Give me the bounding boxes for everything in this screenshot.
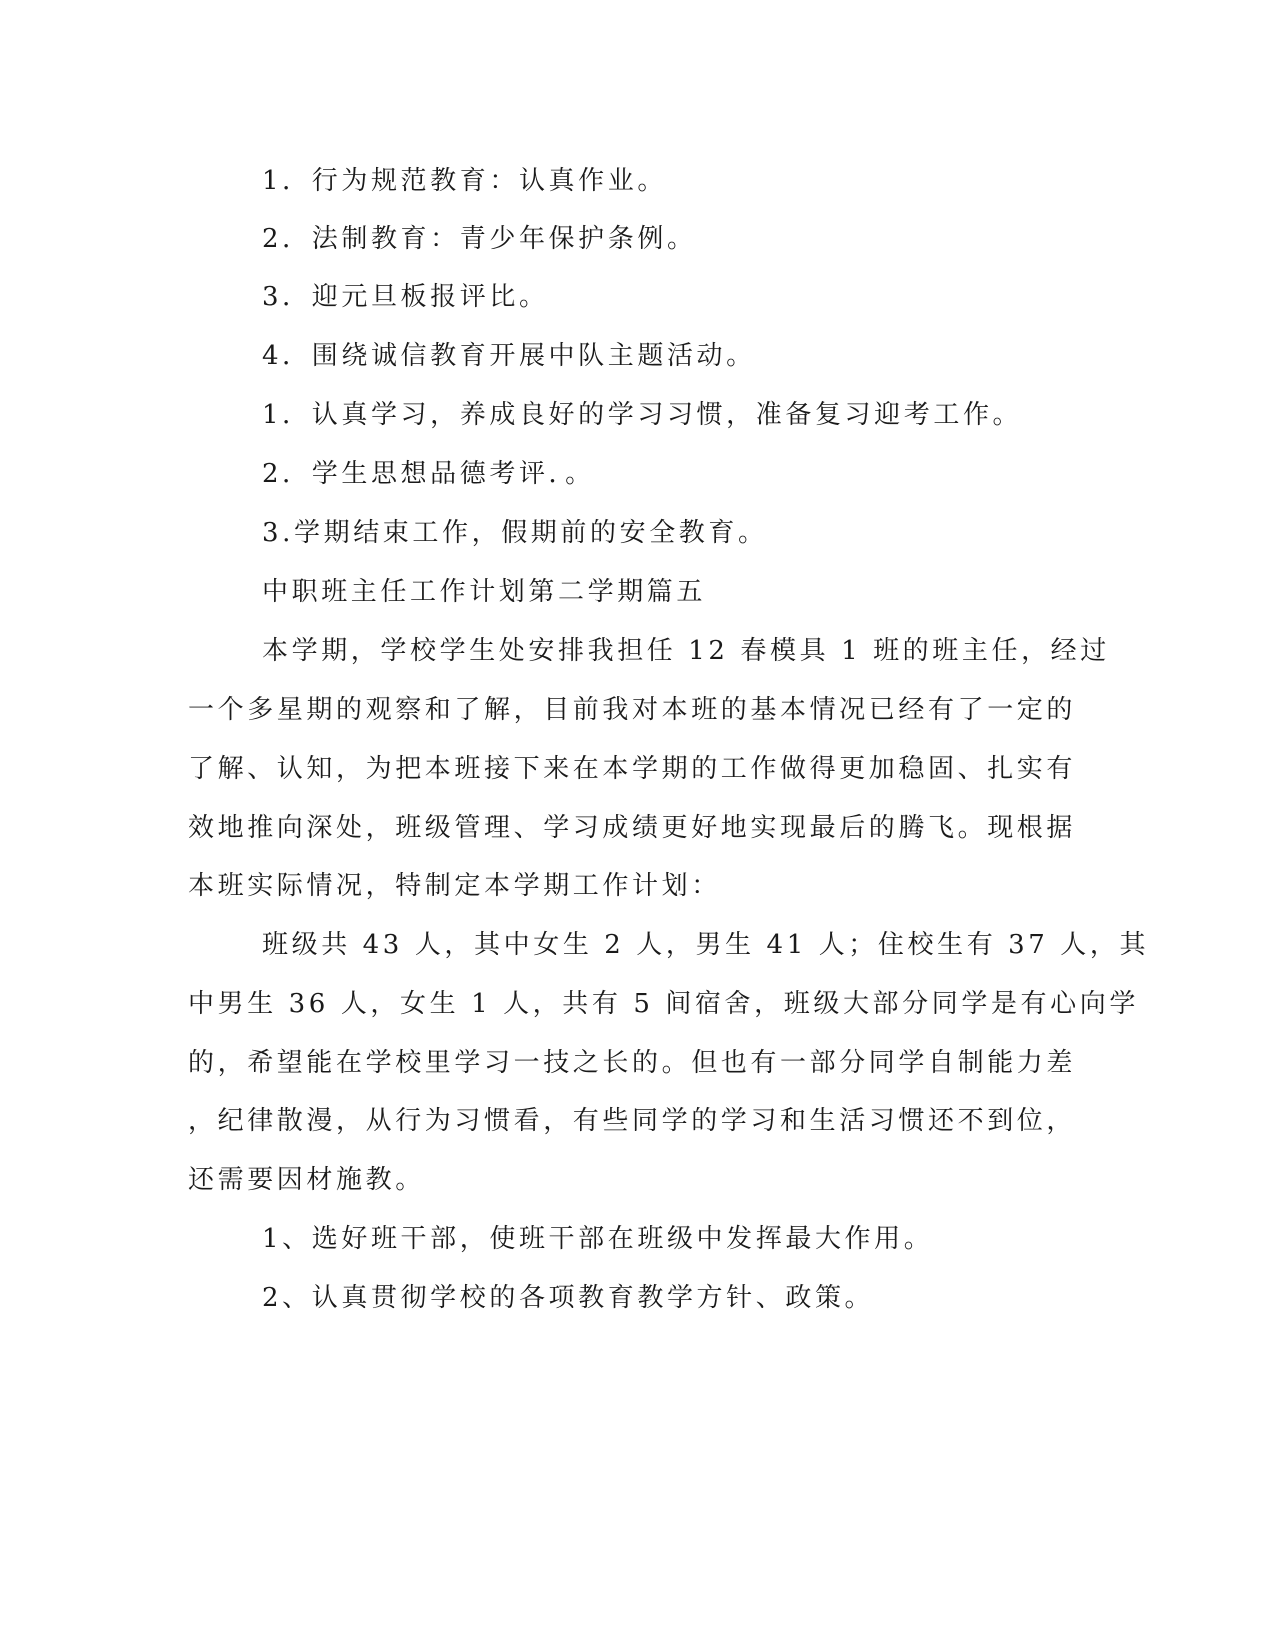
intro-line-1: 本学期，学校学生处安排我担任 12 春模具 1 班的班主任，经过 xyxy=(262,636,1110,666)
intro-line-5: 本班实际情况，特制定本学期工作计划： xyxy=(188,871,721,901)
list-a-item-2: 2．法制教育：青少年保护条例。 xyxy=(262,224,697,254)
intro-line-2: 一个多星期的观察和了解，目前我对本班的基本情况已经有了一定的 xyxy=(188,695,1077,725)
list-c-item-1: 1、选好班干部，使班干部在班级中发挥最大作用。 xyxy=(262,1224,934,1254)
class-line-5: 还需要因材施教。 xyxy=(188,1165,425,1195)
intro-line-4: 效地推向深处，班级管理、学习成绩更好地实现最后的腾飞。现根据 xyxy=(188,813,1077,843)
list-a-item-1: 1．行为规范教育：认真作业。 xyxy=(262,166,667,196)
list-a-item-4: 4．围绕诚信教育开展中队主题活动。 xyxy=(262,341,756,371)
list-b-item-3: 3.学期结束工作，假期前的安全教育。 xyxy=(262,518,768,548)
intro-line-3: 了解、认知，为把本班接下来在本学期的工作做得更加稳固、扎实有 xyxy=(188,754,1077,784)
class-line-3: 的，希望能在学校里学习一技之长的。但也有一部分同学自制能力差 xyxy=(188,1048,1077,1078)
class-line-4: ，纪律散漫，从行为习惯看，有些同学的学习和生活习惯还不到位， xyxy=(188,1106,1077,1136)
class-line-2: 中男生 36 人，女生 1 人，共有 5 间宿舍，班级大部分同学是有心向学 xyxy=(188,989,1139,1019)
list-a-item-3: 3．迎元旦板报评比。 xyxy=(262,282,549,312)
class-line-1: 班级共 43 人，其中女生 2 人，男生 41 人；住校生有 37 人，其 xyxy=(262,930,1150,960)
list-b-item-2: 2．学生思想品德考评．。 xyxy=(262,459,595,489)
section-title: 中职班主任工作计划第二学期篇五 xyxy=(262,577,707,607)
list-b-item-1: 1．认真学习，养成良好的学习习惯，准备复习迎考工作。 xyxy=(262,400,1023,430)
list-c-item-2: 2、认真贯彻学校的各项教育教学方针、政策。 xyxy=(262,1283,875,1313)
